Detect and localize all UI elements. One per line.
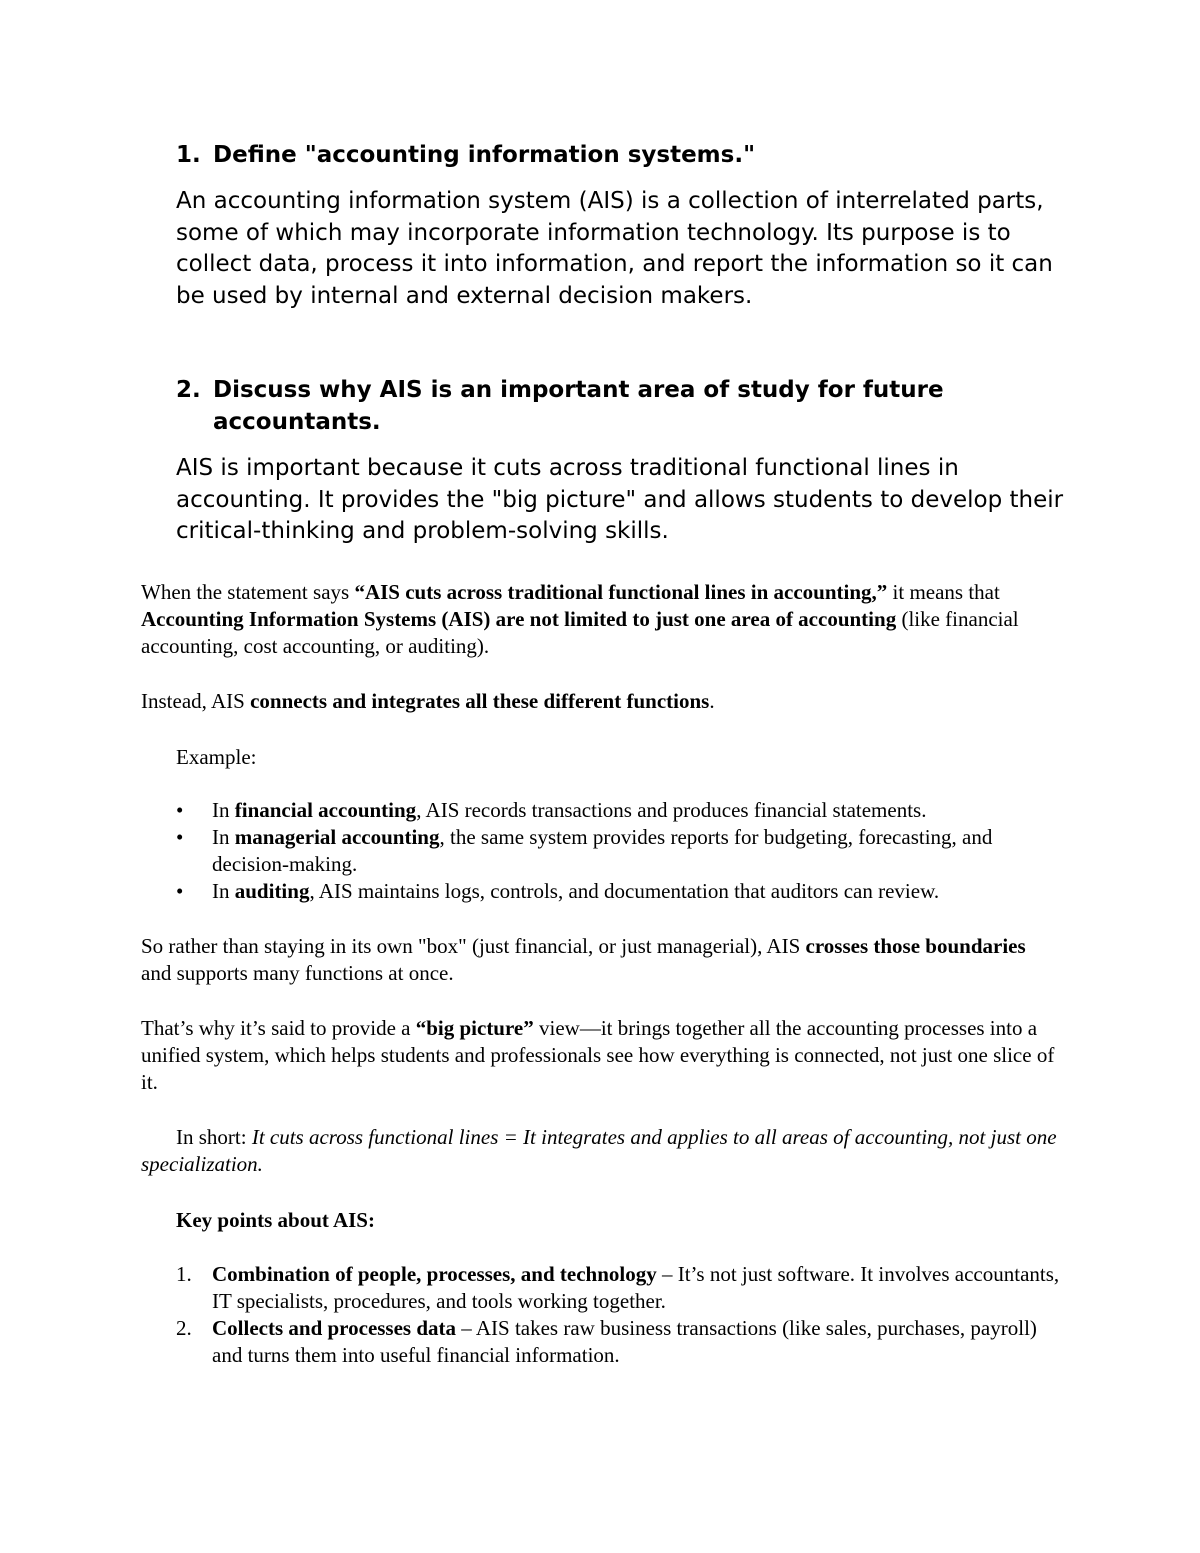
- question-2-text: Discuss why AIS is an important area of study for future accountants.: [213, 377, 944, 435]
- bullet-1-post: , AIS records transactions and produces financial statements.: [416, 798, 927, 822]
- example-label: Example:: [176, 745, 257, 769]
- bullet-1-bold: financial accounting: [234, 798, 417, 822]
- bullet-1-pre: In: [212, 798, 235, 822]
- bullet-2-bold: managerial accounting: [234, 825, 440, 849]
- bullet-3-bold: auditing: [234, 879, 310, 903]
- key-point-2-number: 2.: [176, 1316, 192, 1340]
- p1-bold-quote: “AIS cuts across traditional functional lines in accounting,”: [354, 580, 888, 604]
- key-point-2-text: – AIS takes raw business transactions (like sales, purchases, payroll) and turns them into useful financial information.: [212, 1316, 1037, 1367]
- p3-text-a: So rather than staying in its own "box" (just financial, or just managerial), AIS: [141, 934, 806, 958]
- explanation-paragraph-4: [141, 1015, 1061, 1096]
- key-point-1-text: – It’s not just software. It involves accountants, IT specialists, procedures, and tools working together.: [212, 1262, 1060, 1313]
- key-points-heading: Key points about AIS:: [176, 1208, 375, 1232]
- bullet-dot-icon: •: [176, 879, 184, 903]
- bullet-3-pre: In: [212, 879, 235, 903]
- summary-text-a: In short:: [176, 1125, 252, 1149]
- bullet-3-post: , AIS maintains logs, controls, and documentation that auditors can review.: [309, 879, 940, 903]
- p3-text-c: and supports many functions at once.: [141, 961, 454, 985]
- p2-bold: connects and integrates all these different functions: [250, 689, 710, 713]
- bullet-item-3: [176, 878, 1066, 905]
- question-1-text: Define "accounting information systems.": [213, 142, 756, 168]
- bullet-2-post: , the same system provides reports for budgeting, forecasting, and decision-making.: [212, 825, 993, 876]
- key-point-2-bold: Collects and processes data: [212, 1316, 457, 1340]
- p1-text-c: it means that: [887, 580, 1000, 604]
- key-point-1-number: 1.: [176, 1262, 192, 1286]
- bullet-item-1: [176, 797, 1066, 824]
- key-points-list: [176, 1261, 1066, 1369]
- p4-text-c: view—it brings together all the accounting processes into a unified system, which helps students and professionals see how everything is connected, not just one slice of it.: [141, 1016, 1055, 1094]
- question-2-number: 2.: [176, 377, 201, 403]
- question-2-answer: AIS is important because it cuts across traditional functional lines in accounting. It provides the "big picture" and allows students to develop their critical-thinking and problem-solving skills.: [176, 455, 1064, 544]
- p4-bold: “big picture”: [415, 1016, 534, 1040]
- p1-text-a: When the statement says: [141, 580, 355, 604]
- summary-paragraph: [141, 1124, 1061, 1178]
- p2-text-c: .: [709, 689, 715, 713]
- p2-text-a: Instead, AIS: [141, 689, 251, 713]
- question-2-heading: [176, 375, 1076, 438]
- bullet-dot-icon: •: [176, 798, 184, 822]
- key-point-1-bold: Combination of people, processes, and technology: [212, 1262, 657, 1286]
- key-point-item-1: [176, 1261, 1066, 1315]
- explanation-paragraph-1: [141, 579, 1061, 660]
- p1-bold-definition: Accounting Information Systems (AIS) are not limited to just one area of accounting: [141, 607, 897, 631]
- explanation-paragraph-2: [141, 688, 1061, 715]
- p1-text-e: (like financial accounting, cost accounting, or auditing).: [141, 607, 1019, 658]
- p3-bold: crosses those boundaries: [805, 934, 1026, 958]
- summary-italic: It cuts across functional lines = It integrates and applies to all areas of accounting, not just one specialization.: [141, 1125, 1057, 1176]
- p4-text-a: That’s why it’s said to provide a: [141, 1016, 416, 1040]
- question-1-answer: An accounting information system (AIS) is a collection of interrelated parts, some of which may incorporate information technology. Its purpose is to collect data, process it into information, and report the information so it can be used by internal and external decision makers.: [176, 188, 1053, 309]
- question-1-heading: [176, 140, 1076, 172]
- bullet-item-2: [176, 824, 1066, 878]
- bullet-2-pre: In: [212, 825, 235, 849]
- example-bullet-list: [176, 797, 1066, 905]
- bullet-dot-icon: •: [176, 825, 184, 849]
- question-1-number: 1.: [176, 142, 201, 168]
- key-point-item-2: [176, 1315, 1066, 1369]
- explanation-paragraph-3: [141, 933, 1061, 987]
